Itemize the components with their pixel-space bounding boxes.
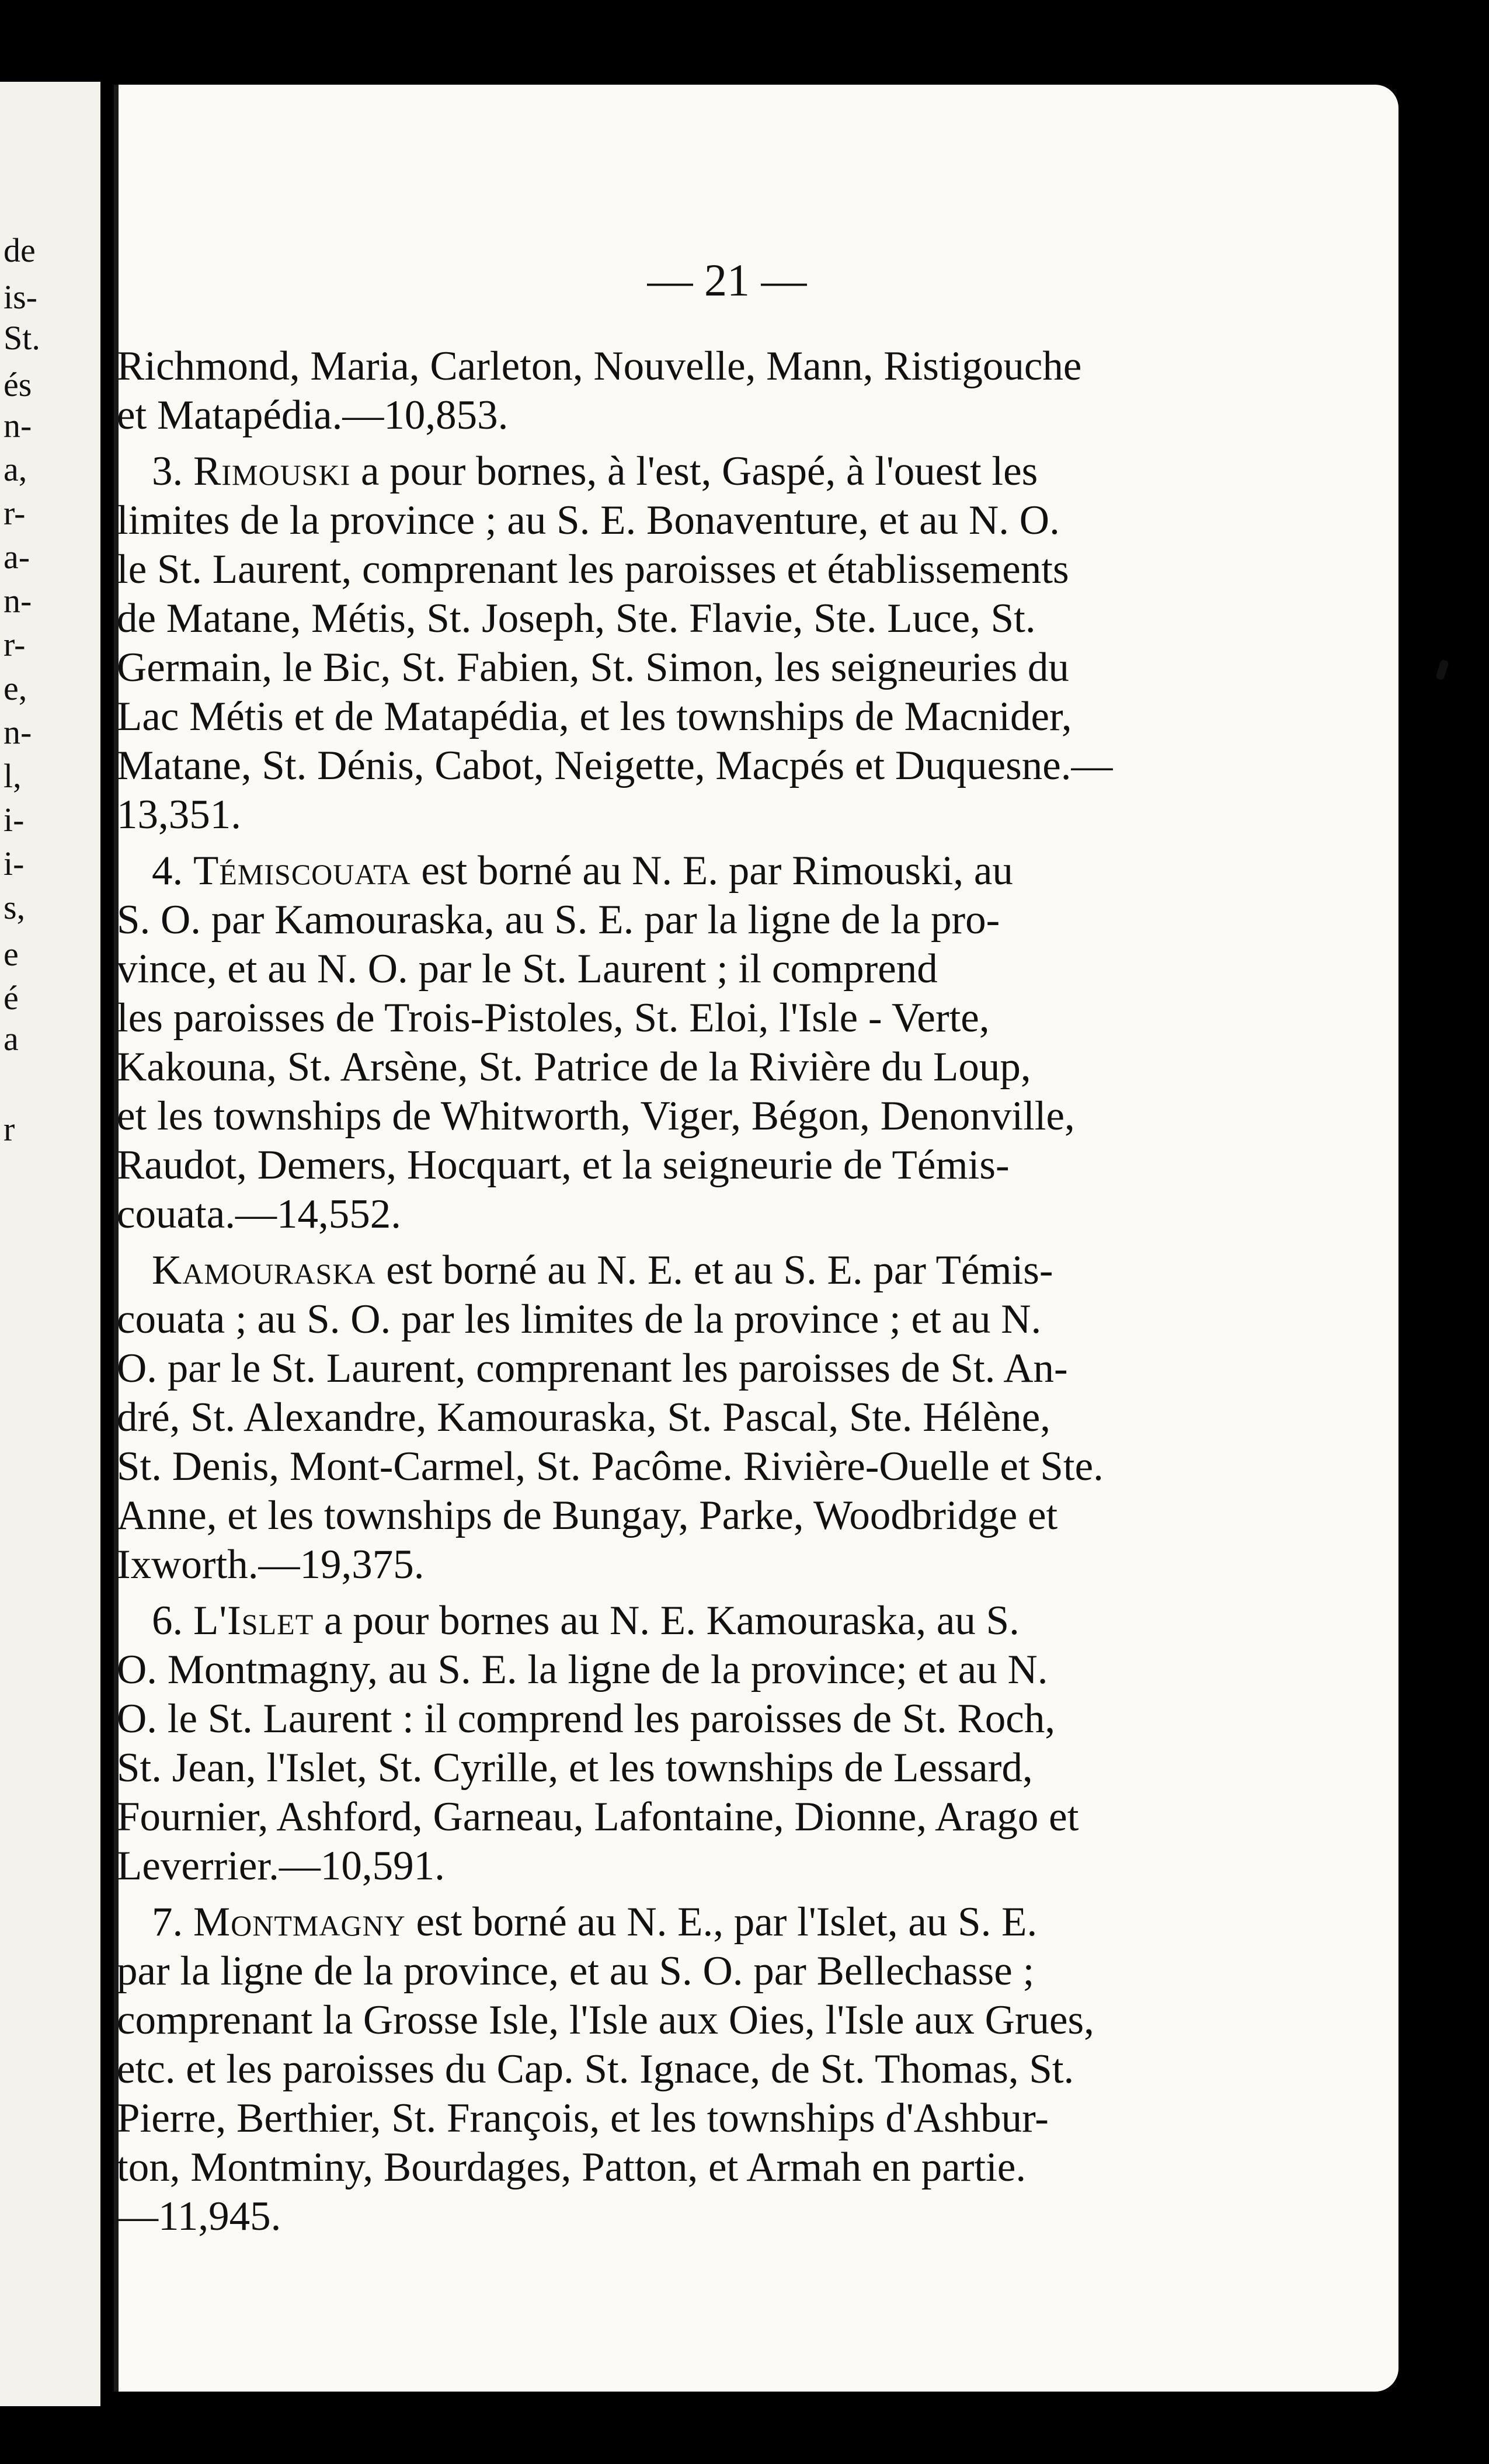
text-line <box>117 846 1197 895</box>
paragraph <box>117 1246 1197 1589</box>
text-line: couata.—14,552. <box>117 1191 402 1237</box>
margin-fragment: is- <box>4 278 37 316</box>
text-line <box>117 1596 1197 1645</box>
page-number: — 21 — <box>647 255 807 305</box>
adjacent-page-margin <box>0 82 100 2406</box>
text-line: ton, Montminy, Bourdages, Patton, et Armah en partie. <box>117 2145 1027 2190</box>
text-line: Ixworth.—19,375. <box>117 1542 425 1587</box>
book-page <box>114 85 1398 2392</box>
margin-fragment: a, <box>4 450 27 488</box>
margin-fragment: és <box>4 366 32 404</box>
text-line: St. Denis, Mont-Carmel, St. Pacôme. Rivière-Ouelle et Ste. <box>117 1444 1104 1489</box>
text-line <box>117 1246 1197 1295</box>
text-line: par la ligne de la province, et au S. O. par Bellechasse ; <box>117 1948 1035 1994</box>
text-line: S. O. par Kamouraska, au S. E. par la ligne de la pro- <box>117 897 1000 943</box>
margin-fragment: r <box>4 1110 15 1148</box>
text-line: Fournier, Ashford, Garneau, Lafontaine, Dionne, Arago et <box>117 1794 1079 1840</box>
text-line <box>117 447 1197 496</box>
text-line: de Matane, Métis, St. Joseph, Ste. Flavie, Ste. Luce, St. <box>117 596 1036 641</box>
margin-fragment: n- <box>4 713 32 751</box>
margin-fragment: l, <box>4 757 22 795</box>
text-line: les paroisses de Trois-Pistoles, St. Eloi, l'Isle - Verte, <box>117 995 990 1041</box>
margin-fragment: e <box>4 935 19 973</box>
text-line: et les townships de Whitworth, Viger, Bégon, Denonville, <box>117 1093 1075 1139</box>
text-segment: est borné au N. E. par Rimouski, au <box>410 848 1013 894</box>
text-segment: a pour bornes, à l'est, Gaspé, à l'ouest les <box>350 449 1038 494</box>
paragraph-number: 7. <box>152 1899 193 1945</box>
margin-fragment: a <box>4 1020 19 1058</box>
text-line: Matane, St. Dénis, Cabot, Neigette, Macpés et Duquesne.— <box>117 743 1113 788</box>
margin-fragment: é <box>4 979 19 1017</box>
paragraph-number: 3. <box>152 449 193 494</box>
margin-fragment: e, <box>4 669 27 707</box>
text-segment: est borné au N. E. et au S. E. par Témis- <box>375 1247 1053 1293</box>
paragraph-number: 4. <box>152 848 193 894</box>
paragraph <box>117 1897 1197 2241</box>
text-line: Richmond, Maria, Carleton, Nouvelle, Mann, Ristigouche <box>117 343 1082 389</box>
margin-fragment: St. <box>4 319 40 357</box>
paragraph-number: 6. <box>152 1598 193 1643</box>
text-line: O. par le St. Laurent, comprenant les paroisses de St. An- <box>117 1346 1068 1391</box>
county-name: Témiscouata <box>193 848 411 894</box>
text-line: couata ; au S. O. par les limites de la province ; et au N. <box>117 1297 1042 1342</box>
text-line: dré, St. Alexandre, Kamouraska, St. Pascal, Ste. Hélène, <box>117 1395 1051 1440</box>
paragraph <box>117 447 1197 839</box>
paragraph <box>117 342 1197 440</box>
text-line: St. Jean, l'Islet, St. Cyrille, et les townships de Lessard, <box>117 1745 1033 1791</box>
text-line <box>117 1897 1197 1947</box>
margin-fragment: a- <box>4 538 30 576</box>
text-line: et Matapédia.—10,853. <box>117 392 509 438</box>
ink-mark <box>1435 659 1449 681</box>
page-text <box>117 342 1197 2248</box>
text-line: Lac Métis et de Matapédia, et les townships de Macnider, <box>117 694 1072 739</box>
text-line: Raudot, Demers, Hocquart, et la seigneurie de Témis- <box>117 1142 1010 1188</box>
text-line: Germain, le Bic, St. Fabien, St. Simon, les seigneuries du <box>117 645 1069 690</box>
county-name: Kamouraska <box>152 1247 376 1293</box>
text-line: vince, et au N. O. par le St. Laurent ; il comprend <box>117 946 938 992</box>
margin-fragment: s, <box>4 888 26 926</box>
margin-fragment: r- <box>4 625 26 663</box>
text-line: 13,351. <box>117 792 241 837</box>
margin-fragment: n- <box>4 406 32 444</box>
county-name: Montmagny <box>193 1899 406 1945</box>
text-line: le St. Laurent, comprenant les paroisses et établissements <box>117 547 1069 592</box>
county-name: L'Islet <box>193 1598 314 1643</box>
margin-fragment: n- <box>4 582 32 620</box>
text-line: O. le St. Laurent : il comprend les paroisses de St. Roch, <box>117 1696 1056 1742</box>
county-name: Rimouski <box>193 449 351 494</box>
margin-fragment: de <box>4 231 36 269</box>
text-line: limites de la province ; au S. E. Bonaventure, et au N. O. <box>117 498 1060 543</box>
text-line: —11,945. <box>117 2194 281 2239</box>
text-line: comprenant la Grosse Isle, l'Isle aux Oies, l'Isle aux Grues, <box>117 1997 1094 2043</box>
text-line: Pierre, Berthier, St. François, et les townships d'Ashbur- <box>117 2095 1049 2141</box>
text-segment: est borné au N. E., par l'Islet, au S. E. <box>405 1899 1038 1945</box>
margin-fragment: i- <box>4 844 25 882</box>
text-line: Leverrier.—10,591. <box>117 1843 445 1889</box>
text-line: O. Montmagny, au S. E. la ligne de la province; et au N. <box>117 1647 1048 1693</box>
margin-fragment: r- <box>4 494 26 532</box>
text-segment: a pour bornes au N. E. Kamouraska, au S. <box>314 1598 1020 1643</box>
text-line: etc. et les paroisses du Cap. St. Ignace, de St. Thomas, St. <box>117 2046 1074 2092</box>
text-line: Kakouna, St. Arsène, St. Patrice de la Rivière du Loup, <box>117 1044 1031 1090</box>
margin-fragment: i- <box>4 801 25 839</box>
paragraph <box>117 846 1197 1239</box>
paragraph <box>117 1596 1197 1890</box>
text-line: Anne, et les townships de Bungay, Parke, Woodbridge et <box>117 1493 1058 1538</box>
